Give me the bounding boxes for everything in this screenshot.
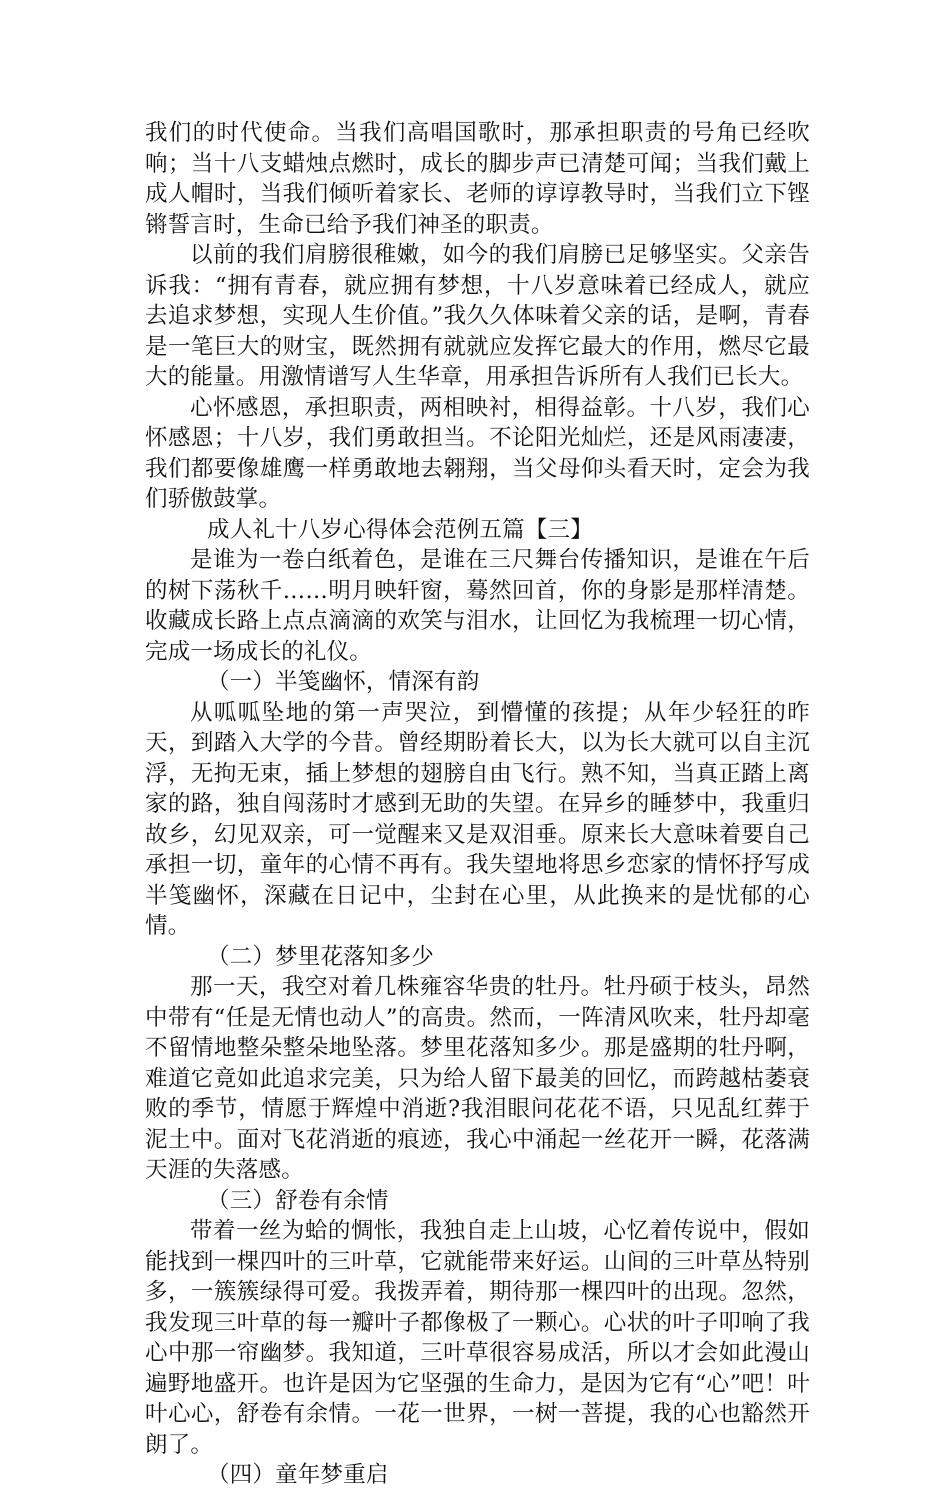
- subheading: （二）梦里花落知多少: [207, 943, 435, 970]
- paragraph-body: 是谁为一卷白纸着色，是谁在三尺舞台传播知识，是谁在午后的树下荡秋千……明月映轩窗，蓦然回首，你的身影是那样清楚。收藏成长路上点点滴滴的欢笑与泪水，让回忆为我梳理一切心情，完成一场成长的礼仪。: [145, 547, 810, 665]
- paragraph-body: 心怀感恩，承担职责，两相映衬，相得益彰。十八岁，我们心怀感恩；十八岁，我们勇敢担当。不论阳光灿烂，还是风雨凄凄，我们都要像雄鹰一样勇敢地去翱翔，当父母仰头看天时，定会为我们骄傲鼓掌。: [145, 394, 810, 512]
- paragraph-body: 以前的我们肩膀很稚嫩，如今的我们肩膀已足够坚实。父亲告诉我：“拥有青春，就应拥有梦想，十八岁意味着已经成人，就应去追求梦想，实现人生价值。”我久久体味着父亲的话，是啊，青春是一笔巨大的财宝，既然拥有就就应发挥它最大的作用，燃尽它最大的能量。用激情谱写人生华章，用承担告诉所有人我们已长大。: [145, 242, 810, 390]
- subheading: （一）半笺幽怀，情深有韵: [207, 669, 480, 695]
- paragraph-body: 带着一丝为蛤的惆怅，我独自走上山坡，心忆着传说中，假如能找到一棵四叶的三叶草，它就能带来好运。山间的三叶草丛特别多，一簇簇绿得可爱。我拨弄着，期待那一棵四叶的出现。忽然，我发现三叶草的每一瓣叶子都像极了一颗心。心状的叶子叩响了我心中那一帘幽梦。我知道，三叶草很容易成活，所以才会如此漫山遍野地盛开。也许是因为它坚强的生命力，是因为它有“心”吧！叶叶心心，舒卷有余情。一花一世界，一树一菩提，我的心也豁然开朗了。: [145, 1218, 810, 1458]
- subheading: （四）童年梦重启: [207, 1462, 389, 1488]
- paragraph-body: 从呱呱坠地的第一声哭泣，到懵懂的孩提；从年少轻狂的昨天，到踏入大学的今昔。曾经期盼着长大，以为长大就可以自主沉浮，无拘无束，插上梦想的翅膀自由飞行。熟不知，当真正踏上离家的路，独自闯荡时才感到无助的失望。在异乡的睡梦中，我重归故乡，幻见双亲，可一觉醒来又是双泪垂。原来长大意味着要自己承担一切，童年的心情不再有。我失望地将思乡恋家的情怀抒写成半笺幽怀，深藏在日记中，尘封在心里，从此换来的是忧郁的心情。: [145, 699, 810, 939]
- paragraph-continuation: 我们的时代使命。当我们高唱国歌时，那承担职责的号角已经吹响；当十八支蜡烛点燃时，成长的脚步声已清楚可闻；当我们戴上成人帽时，当我们倾听着家长、老师的谆谆教导时，当我们立下铿锵誓言时，生命已给予我们神圣的职责。: [145, 120, 810, 238]
- subheading: （三）舒卷有余情: [207, 1187, 389, 1214]
- document-body: [145, 118, 810, 1491]
- paragraph-body: 那一天，我空对着几株雍容华贵的牡丹。牡丹硕于枝头，昂然中带有“任是无情也动人”的高贵。然而，一阵清风吹来，牡丹却毫不留情地整朵整朵地坠落。梦里花落知多少。那是盛期的牡丹啊，难道它竟如此追求完美，只为给人留下最美的回忆，而跨越枯萎衰败的季节，情愿于辉煌中消逝?我泪眼问花花不语，只见乱红葬于泥土中。面对飞花消逝的痕迹，我心中涌起一丝花开一瞬，花落满天涯的失落感。: [145, 974, 810, 1183]
- section-title: 成人礼十八岁心得体会范例五篇【三】: [207, 516, 593, 543]
